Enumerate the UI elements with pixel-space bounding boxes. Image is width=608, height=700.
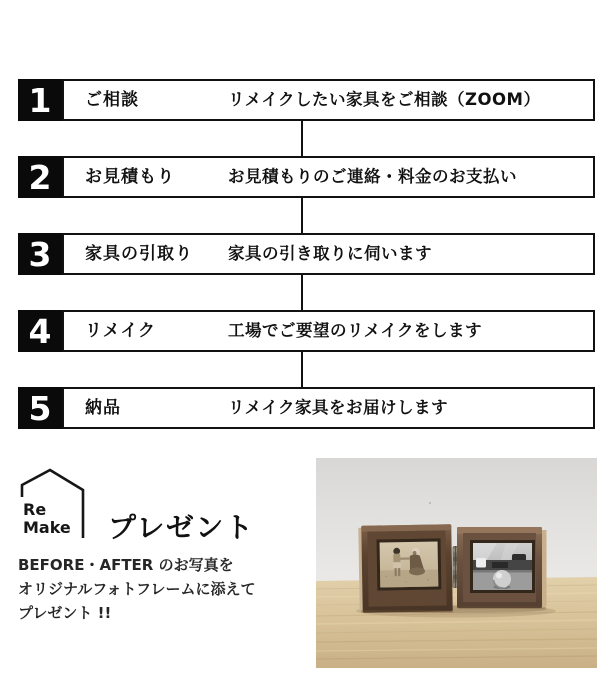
photo-frames-illustration [316, 458, 597, 668]
logo-text-make: Make [23, 518, 71, 537]
step-description: 家具の引き取りに伺います [228, 244, 432, 263]
step-number-badge: 2 [18, 156, 62, 198]
step-description: 工場でご要望のリメイクをします [228, 321, 483, 340]
step-box [62, 79, 595, 121]
step-number-badge: 3 [18, 233, 62, 275]
step-number-badge: 4 [18, 310, 62, 352]
step-row-3 [18, 233, 595, 275]
flow-connector-line [301, 120, 303, 157]
flow-connector-line [301, 351, 303, 388]
step-box [62, 156, 595, 198]
step-description: リメイクしたい家具をご相談（ZOOM） [228, 90, 541, 109]
step-box [62, 310, 595, 352]
step-number-badge: 1 [18, 79, 62, 121]
step-title: お見積もり [85, 167, 175, 187]
step-description: リメイク家具をお届けします [228, 398, 449, 417]
step-box [62, 387, 595, 429]
step-title: ご相談 [85, 90, 139, 110]
flow-connector-line [301, 197, 303, 234]
step-number-badge: 5 [18, 387, 62, 429]
step-row-4 [18, 310, 595, 352]
present-description-line: プレゼント !! [18, 604, 112, 622]
step-description: お見積もりのご連絡・料金のお支払い [228, 167, 517, 186]
present-description-line: オリジナルフォトフレームに添えて [18, 580, 256, 598]
present-description-line: BEFORE・AFTER のお写真を [18, 556, 234, 574]
present-description [18, 553, 255, 625]
step-row-2 [18, 156, 595, 198]
step-title: 家具の引取り [85, 244, 193, 264]
remake-logo [18, 462, 92, 542]
step-title: リメイク [85, 321, 156, 341]
step-box [62, 233, 595, 275]
photo-frames-image [316, 458, 597, 668]
logo-text-re: Re [23, 500, 47, 519]
step-title: 納品 [85, 398, 121, 418]
step-row-1 [18, 79, 595, 121]
step-row-5 [18, 387, 595, 429]
flow-connector-line [301, 274, 303, 311]
present-heading: プレゼント [108, 511, 255, 544]
